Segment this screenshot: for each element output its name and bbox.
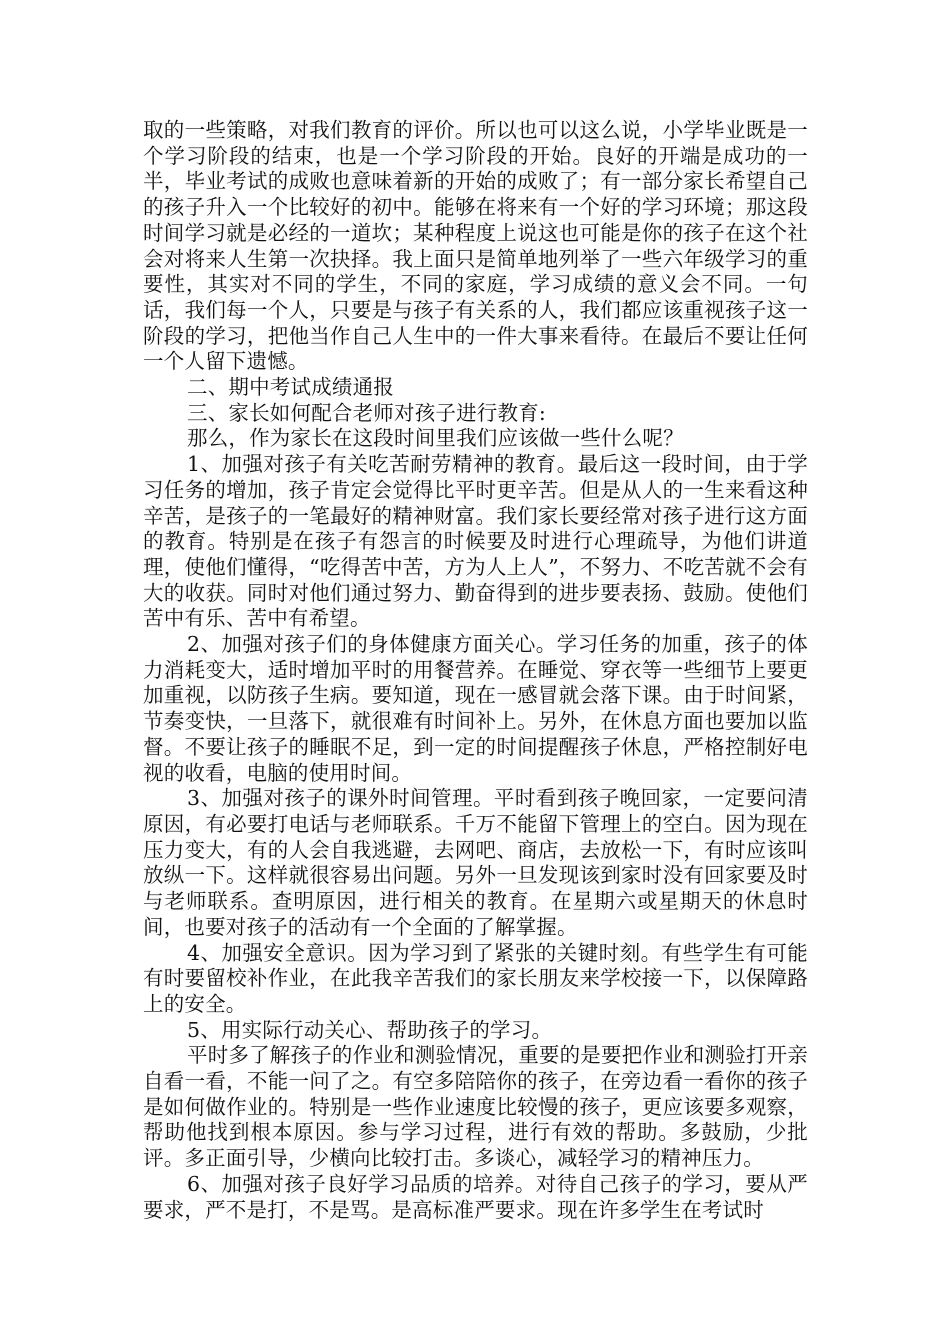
heading-midterm-results: 二、期中考试成绩通报 — [187, 375, 394, 400]
paragraph-point-4: 4、加强安全意识。因为学习到了紧张的关键时刻。有些学生有可能有时要留校补作业，在此我辛苦我们的家长朋友来学校接一下，以保障路上的安全。 — [143, 940, 808, 1016]
paragraph-point-1: 1、加强对孩子有关吃苦耐劳精神的教育。最后这一段时间，由于学习任务的增加，孩子肯定会觉得比平时更辛苦。但是从人的一生来看这种辛苦，是孩子的一笔最好的精神财富。我们家长要经常对孩子进行这方面的教育。特别是在孩子有怨言的时候要及时进行心理疏导，为他们讲道理，使他们懂得，“吃得苦中苦，方为人上人”，不努力、不吃苦就不会有大的收获。同时对他们通过努力、勤奋得到的进步要表扬、鼓励。使他们苦中有乐、苦中有希望。 — [143, 452, 808, 631]
document-page — [143, 118, 808, 1223]
paragraph-intro-continued: 取的一些策略，对我们教育的评价。所以也可以这么说，小学毕业既是一个学习阶段的结束，也是一个学习阶段的开始。良好的开端是成功的一半，毕业考试的成败也意味着新的开始的成败了；有一部分家长希望自己的孩子升入一个比较好的初中。能够在将来有一个好的学习环境；那这段时间学习就是必经的一道坎；某种程度上说这也可能是你的孩子在这个社会对将来人生第一次抉择。我上面只是简单地列举了一些六年级学习的重要性，其实对不同的学生，不同的家庭，学习成绩的意义会不同。一句话，我们每一个人，只要是与孩子有关系的人，我们都应该重视孩子这一阶段的学习，把他当作自己人生中的一件大事来看待。在最后不要让任何一个人留下遗憾。 — [143, 118, 808, 374]
paragraph-point-5-body: 平时多了解孩子的作业和测验情况，重要的是要把作业和测验打开亲自看一看，不能一问了之。有空多陪陪你的孩子，在旁边看一看你的孩子是如何做作业的。特别是一些作业速度比较慢的孩子，更应该要多观察，帮助他找到根本原因。参与学习过程，进行有效的帮助。多鼓励，少批评。多正面引导，少横向比较打击。多谈心，减轻学习的精神压力。 — [143, 1043, 808, 1171]
paragraph-point-5-title: 5、用实际行动关心、帮助孩子的学习。 — [187, 1017, 553, 1042]
paragraph-point-6: 6、加强对孩子良好学习品质的培养。对待自己孩子的学习，要从严要求，严不是打，不是骂。是高标准严要求。现在许多学生在考试时 — [143, 1171, 808, 1222]
paragraph-question: 那么，作为家长在这段时间里我们应该做一些什么呢？ — [187, 426, 684, 451]
paragraph-point-2: 2、加强对孩子们的身体健康方面关心。学习任务的加重，孩子的体力消耗变大，适时增加平时的用餐营养。在睡觉、穿衣等一些细节上要更加重视，以防孩子生病。要知道，现在一感冒就会落下课。由于时间紧，节奏变快，一旦落下，就很难有时间补上。另外，在休息方面也要加以监督。不要让孩子的睡眠不足，到一定的时间提醒孩子休息，严格控制好电视的收看，电脑的使用时间。 — [143, 632, 808, 785]
heading-parent-cooperation: 三、家长如何配合老师对孩子进行教育: — [187, 400, 547, 425]
paragraph-point-3: 3、加强对孩子的课外时间管理。平时看到孩子晚回家，一定要问清原因，有必要打电话与老师联系。千万不能留下管理上的空白。因为现在压力变大，有的人会自我逃避，去网吧、商店，去放松一下，有时应该叫放纵一下。这样就很容易出问题。另外一旦发现该到家时没有回家要及时与老师联系。查明原因，进行相关的教育。在星期六或星期天的休息时间，也要对孩子的活动有一个全面的了解掌握。 — [143, 786, 808, 939]
